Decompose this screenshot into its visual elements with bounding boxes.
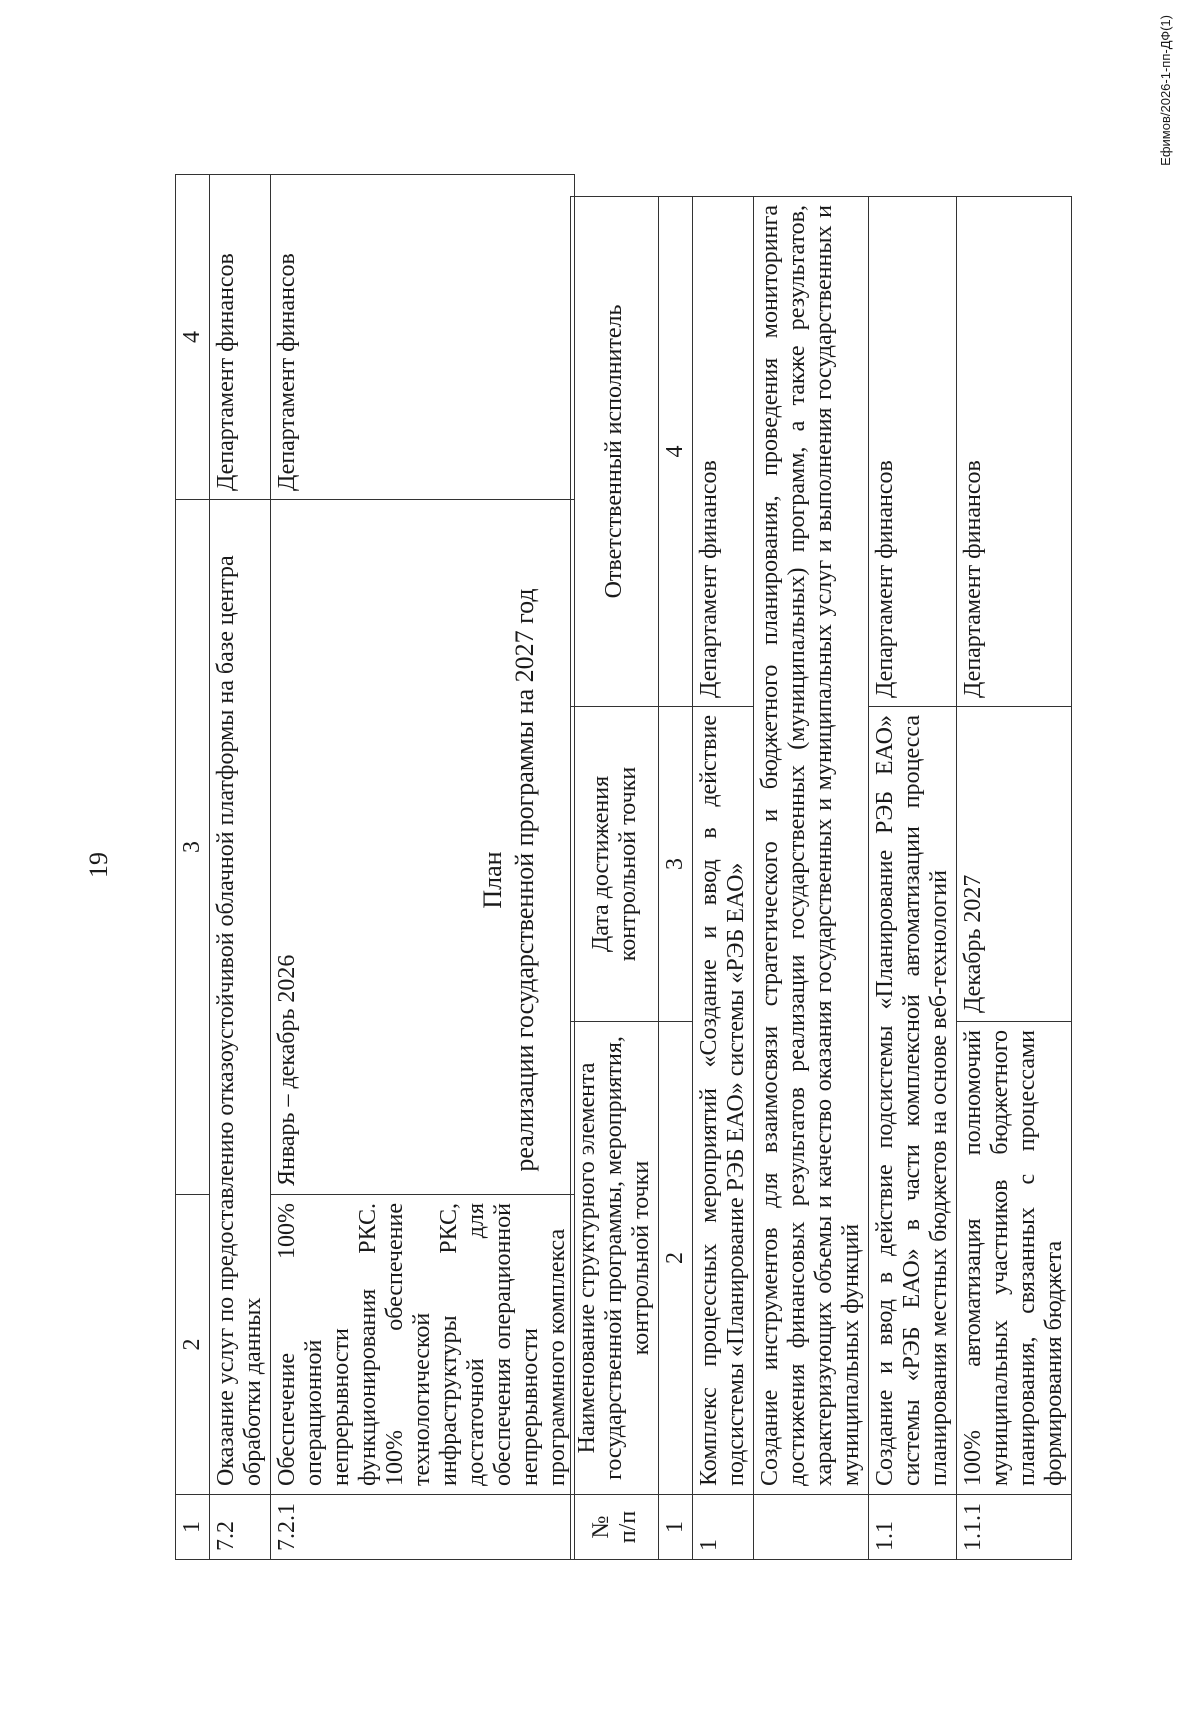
table-colnum-row	[659, 197, 693, 1560]
row-date: Декабрь 2027	[957, 707, 1072, 1022]
col-number-2: 2	[659, 1022, 693, 1495]
row-number-empty	[754, 1495, 869, 1560]
table-header-row	[571, 197, 659, 1560]
row-name: 100% автоматизация полномочий муниципальных участников бюджетного планирования, связанных с процессами формирования бюджета	[957, 1022, 1072, 1495]
table-row	[693, 197, 754, 1560]
col-header-responsible: Ответственный исполнитель	[571, 197, 659, 707]
col-header-date: Дата достижения контрольной точки	[571, 707, 659, 1022]
col-number-3: 3	[659, 707, 693, 1022]
col-number-2: 2	[176, 1195, 210, 1495]
row-responsible: Департамент финансов	[957, 197, 1072, 707]
table-row	[957, 197, 1072, 1560]
row-name: Создание и ввод в действие подсистемы «Планирование РЭБ ЕАО» системы «РЭБ ЕАО» в части комплексной автоматизации процесса планирования местных бюджетов на основе веб-технологий	[869, 707, 957, 1495]
col-header-number: № п/п	[571, 1495, 659, 1560]
page-number: 19	[84, 852, 113, 878]
row-number: 7.2.1	[271, 1495, 575, 1560]
col-number-4: 4	[659, 197, 693, 707]
row-task: Создание инструментов для взаимосвязи стратегического и бюджетного планирования, проведения мониторинга достижения финансовых результатов реализации государственных (муниципальных) программ, а также результатов, характеризующих объемы и качество оказания государственных и муниципальных услуг и выполнения государственных и муниципальных функций	[754, 197, 869, 1495]
plan-title: План	[478, 851, 507, 909]
row-name: Обеспечение 100% операционной непрерывности функционирования РКС. 100% обеспечение технологической инфраструктуры РКС, достаточной для обеспечения операционной непрерывности программного комплекса	[271, 1195, 575, 1495]
row-responsible: Департамент финансов	[869, 197, 957, 707]
row-number: 7.2	[210, 1495, 271, 1560]
row-date: Январь – декабрь 2026	[271, 500, 575, 1195]
row-responsible: Департамент финансов	[271, 175, 575, 500]
row-responsible: Департамент финансов	[693, 197, 754, 707]
row-name: Оказание услуг по предоставлению отказоустойчивой облачной платформы на базе центра обработки данных	[210, 500, 271, 1495]
table-header-row	[176, 175, 210, 1560]
col-number-3: 3	[176, 500, 210, 1195]
row-number: 1.1.1	[957, 1495, 1072, 1560]
row-name: Комплекс процессных мероприятий «Создание и ввод в действие подсистемы «Планирование РЭБ ЕАО» системы «РЭБ ЕАО»	[693, 707, 754, 1495]
col-number-1: 1	[176, 1495, 210, 1560]
table-row	[754, 197, 869, 1560]
col-header-name: Наименование структурного элемента государственной программы, мероприятия, контрольной точки	[571, 1022, 659, 1495]
col-number-1: 1	[659, 1495, 693, 1560]
table-row	[210, 175, 271, 1560]
table-plan-2027	[570, 196, 1072, 1560]
row-number: 1.1	[869, 1495, 957, 1560]
row-responsible: Департамент финансов	[210, 175, 271, 500]
footer-code: Ефимов/2026-1-пп-ДФ(1)	[1158, 15, 1173, 166]
row-number: 1	[693, 1495, 754, 1560]
table-row	[869, 197, 957, 1560]
col-number-4: 4	[176, 175, 210, 500]
plan-subtitle: реализации государственной программы на 2027 год	[510, 588, 539, 1172]
